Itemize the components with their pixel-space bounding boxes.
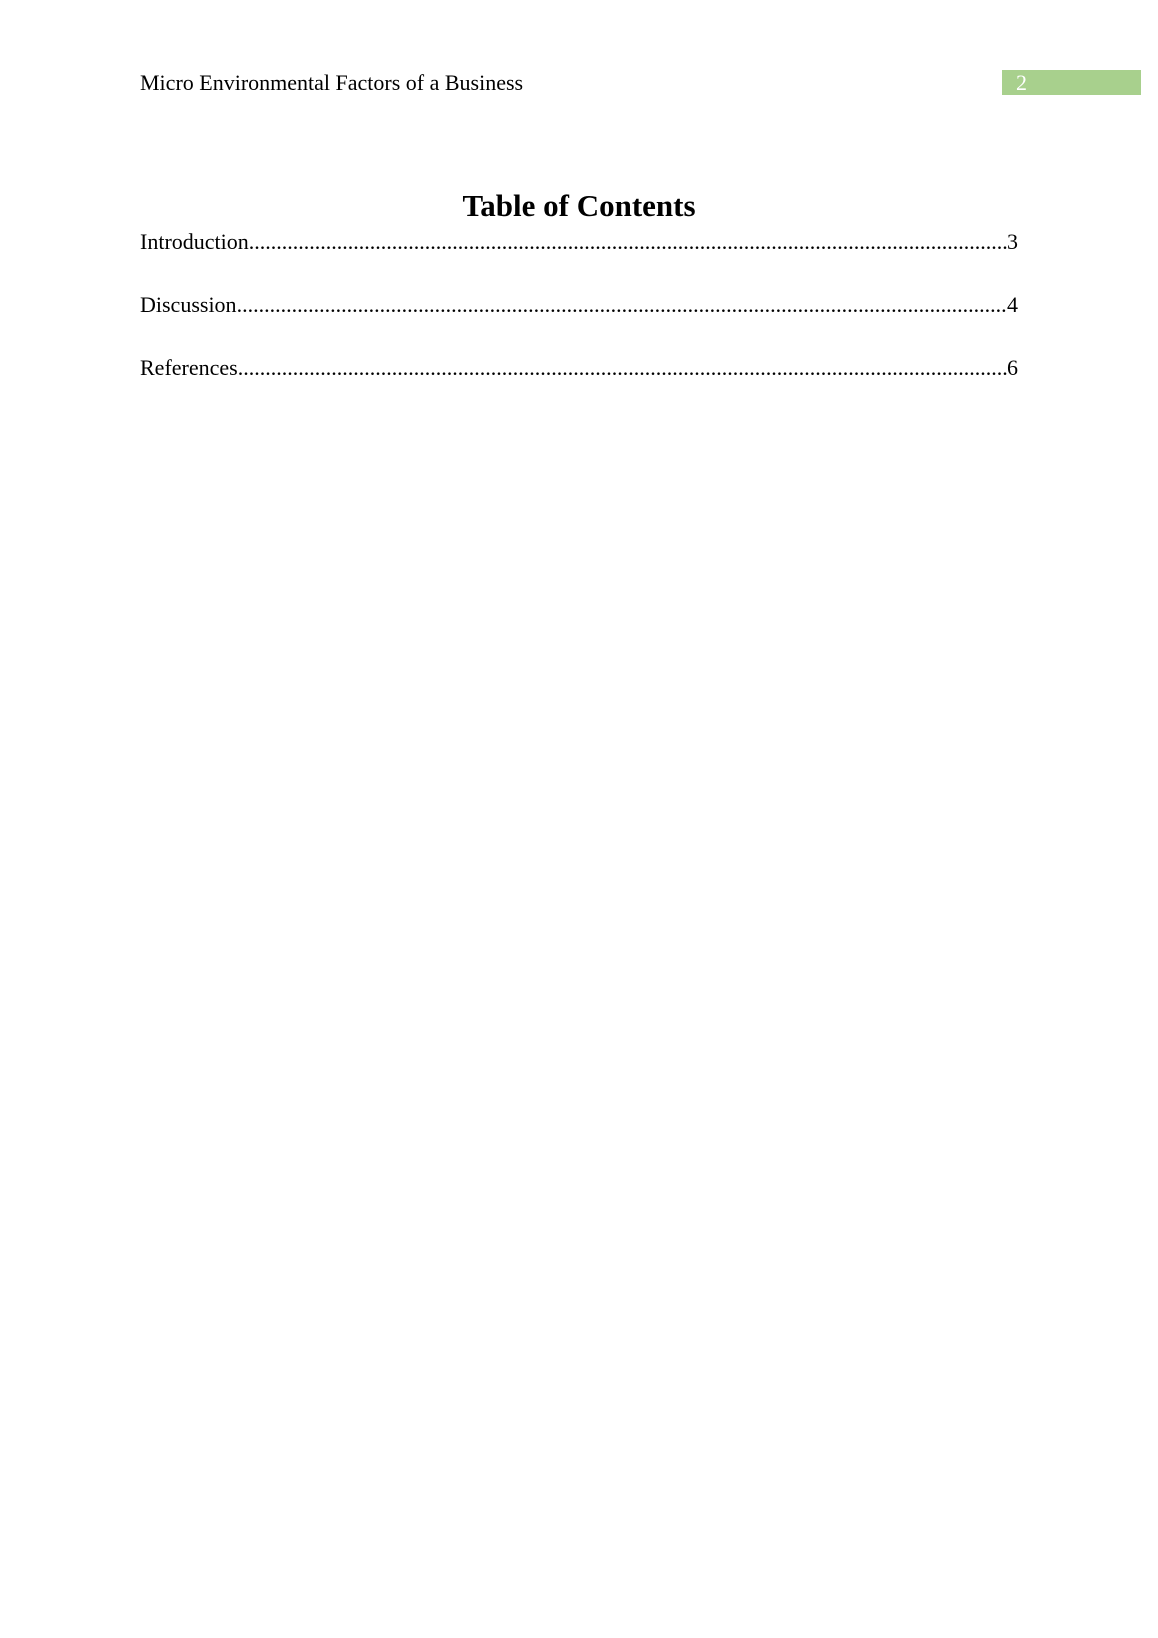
toc-entry-page: 4 (1007, 292, 1018, 317)
toc-entry-page: 3 (1007, 229, 1018, 254)
toc-dot-leader (238, 352, 1007, 384)
toc-title: Table of Contents (462, 188, 696, 223)
page-number: 2 (1016, 70, 1027, 95)
page-header (140, 68, 1141, 98)
toc-list (140, 226, 1018, 415)
toc-entry-introduction[interactable] (140, 226, 1018, 258)
toc-dot-leader (249, 226, 1007, 258)
toc-dot-leader (237, 289, 1007, 321)
page-number-badge (1002, 70, 1141, 95)
toc-entry-label: Introduction (140, 229, 249, 254)
toc-entry-page: 6 (1007, 355, 1018, 380)
toc-entry-label: References (140, 355, 238, 380)
toc-entry-references[interactable] (140, 352, 1018, 384)
toc-entry-discussion[interactable] (140, 289, 1018, 321)
running-head: Micro Environmental Factors of a Business (140, 70, 524, 95)
toc-entry-label: Discussion (140, 292, 237, 317)
